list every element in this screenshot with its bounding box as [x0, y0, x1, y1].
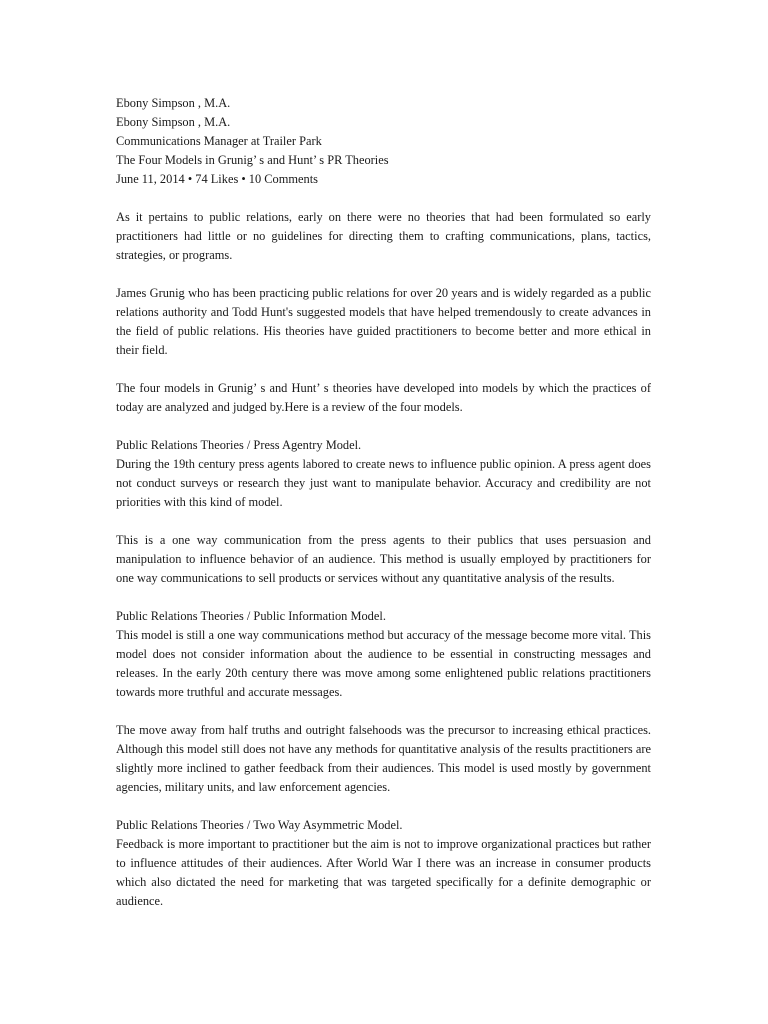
author-name-repeat: Ebony Simpson , M.A. [116, 115, 231, 129]
intro-paragraph: The four models in Grunig’ s and Hunt’ s theories have developed into models by which the practices of today are analyzed and judged by.Here is a review of the four models. [116, 381, 651, 414]
section-paragraph: This model is still a one way communications method but accuracy of the message become more vital. This model does not consider information about the audience to be essential in constructing messages and releases. In the early 20th century there was move among some enlightened public relations practitioners towards more truthful and accurate messages. [116, 628, 651, 699]
article-meta: June 11, 2014 • 74 Likes • 10 Comments [116, 172, 318, 186]
section-paragraph: Feedback is more important to practitioner but the aim is not to improve organizational practices but rather to influence attitudes of their audiences. After World War I there was an increase in consumer products which also dictated the need for marketing that was targeted specifically for a definite demographic or audience. [116, 837, 651, 908]
author-role: Communications Manager at Trailer Park [116, 134, 322, 148]
section-heading: Public Relations Theories / Public Information Model. [116, 609, 386, 623]
section-heading: Public Relations Theories / Press Agentry Model. [116, 438, 362, 452]
document-header [116, 94, 651, 189]
section-paragraph: During the 19th century press agents labored to create news to influence public opinion. A press agent does not conduct surveys or research they just want to manipulate behavior. Accuracy and credibility are not priorities with this kind of model. [116, 457, 651, 509]
section-paragraph: This is a one way communication from the press agents to their publics that uses persuasion and manipulation to influence behavior of an audience. This method is usually employed by practitioners for one way communications to sell products or services without any quantitative analysis of the results. [116, 533, 651, 585]
section-public-information [116, 607, 651, 797]
section-press-agentry [116, 436, 651, 588]
author-name: Ebony Simpson , M.A. [116, 96, 231, 110]
intro-paragraph: As it pertains to public relations, early on there were no theories that had been formulated so early practitioners had little or no guidelines for directing them to crafting communications, plans, tactics, strategies, or programs. [116, 210, 651, 262]
section-heading: Public Relations Theories / Two Way Asymmetric Model. [116, 818, 403, 832]
document-body [116, 94, 651, 930]
intro-paragraph: James Grunig who has been practicing public relations for over 20 years and is widely regarded as a public relations authority and Todd Hunt's suggested models that have helped tremendously to create advances in the field of public relations. His theories have guided practitioners to become better and more ethical in their field. [116, 286, 651, 357]
section-paragraph: The move away from half truths and outright falsehoods was the precursor to increasing ethical practices. Although this model still does not have any methods for quantitative analysis of the results practitioners are slightly more inclined to gather feedback from their audiences. This model is used mostly by government agencies, military units, and law enforcement agencies. [116, 723, 651, 794]
section-two-way-asymmetric [116, 816, 651, 911]
article-title: The Four Models in Grunig’ s and Hunt’ s PR Theories [116, 153, 389, 167]
